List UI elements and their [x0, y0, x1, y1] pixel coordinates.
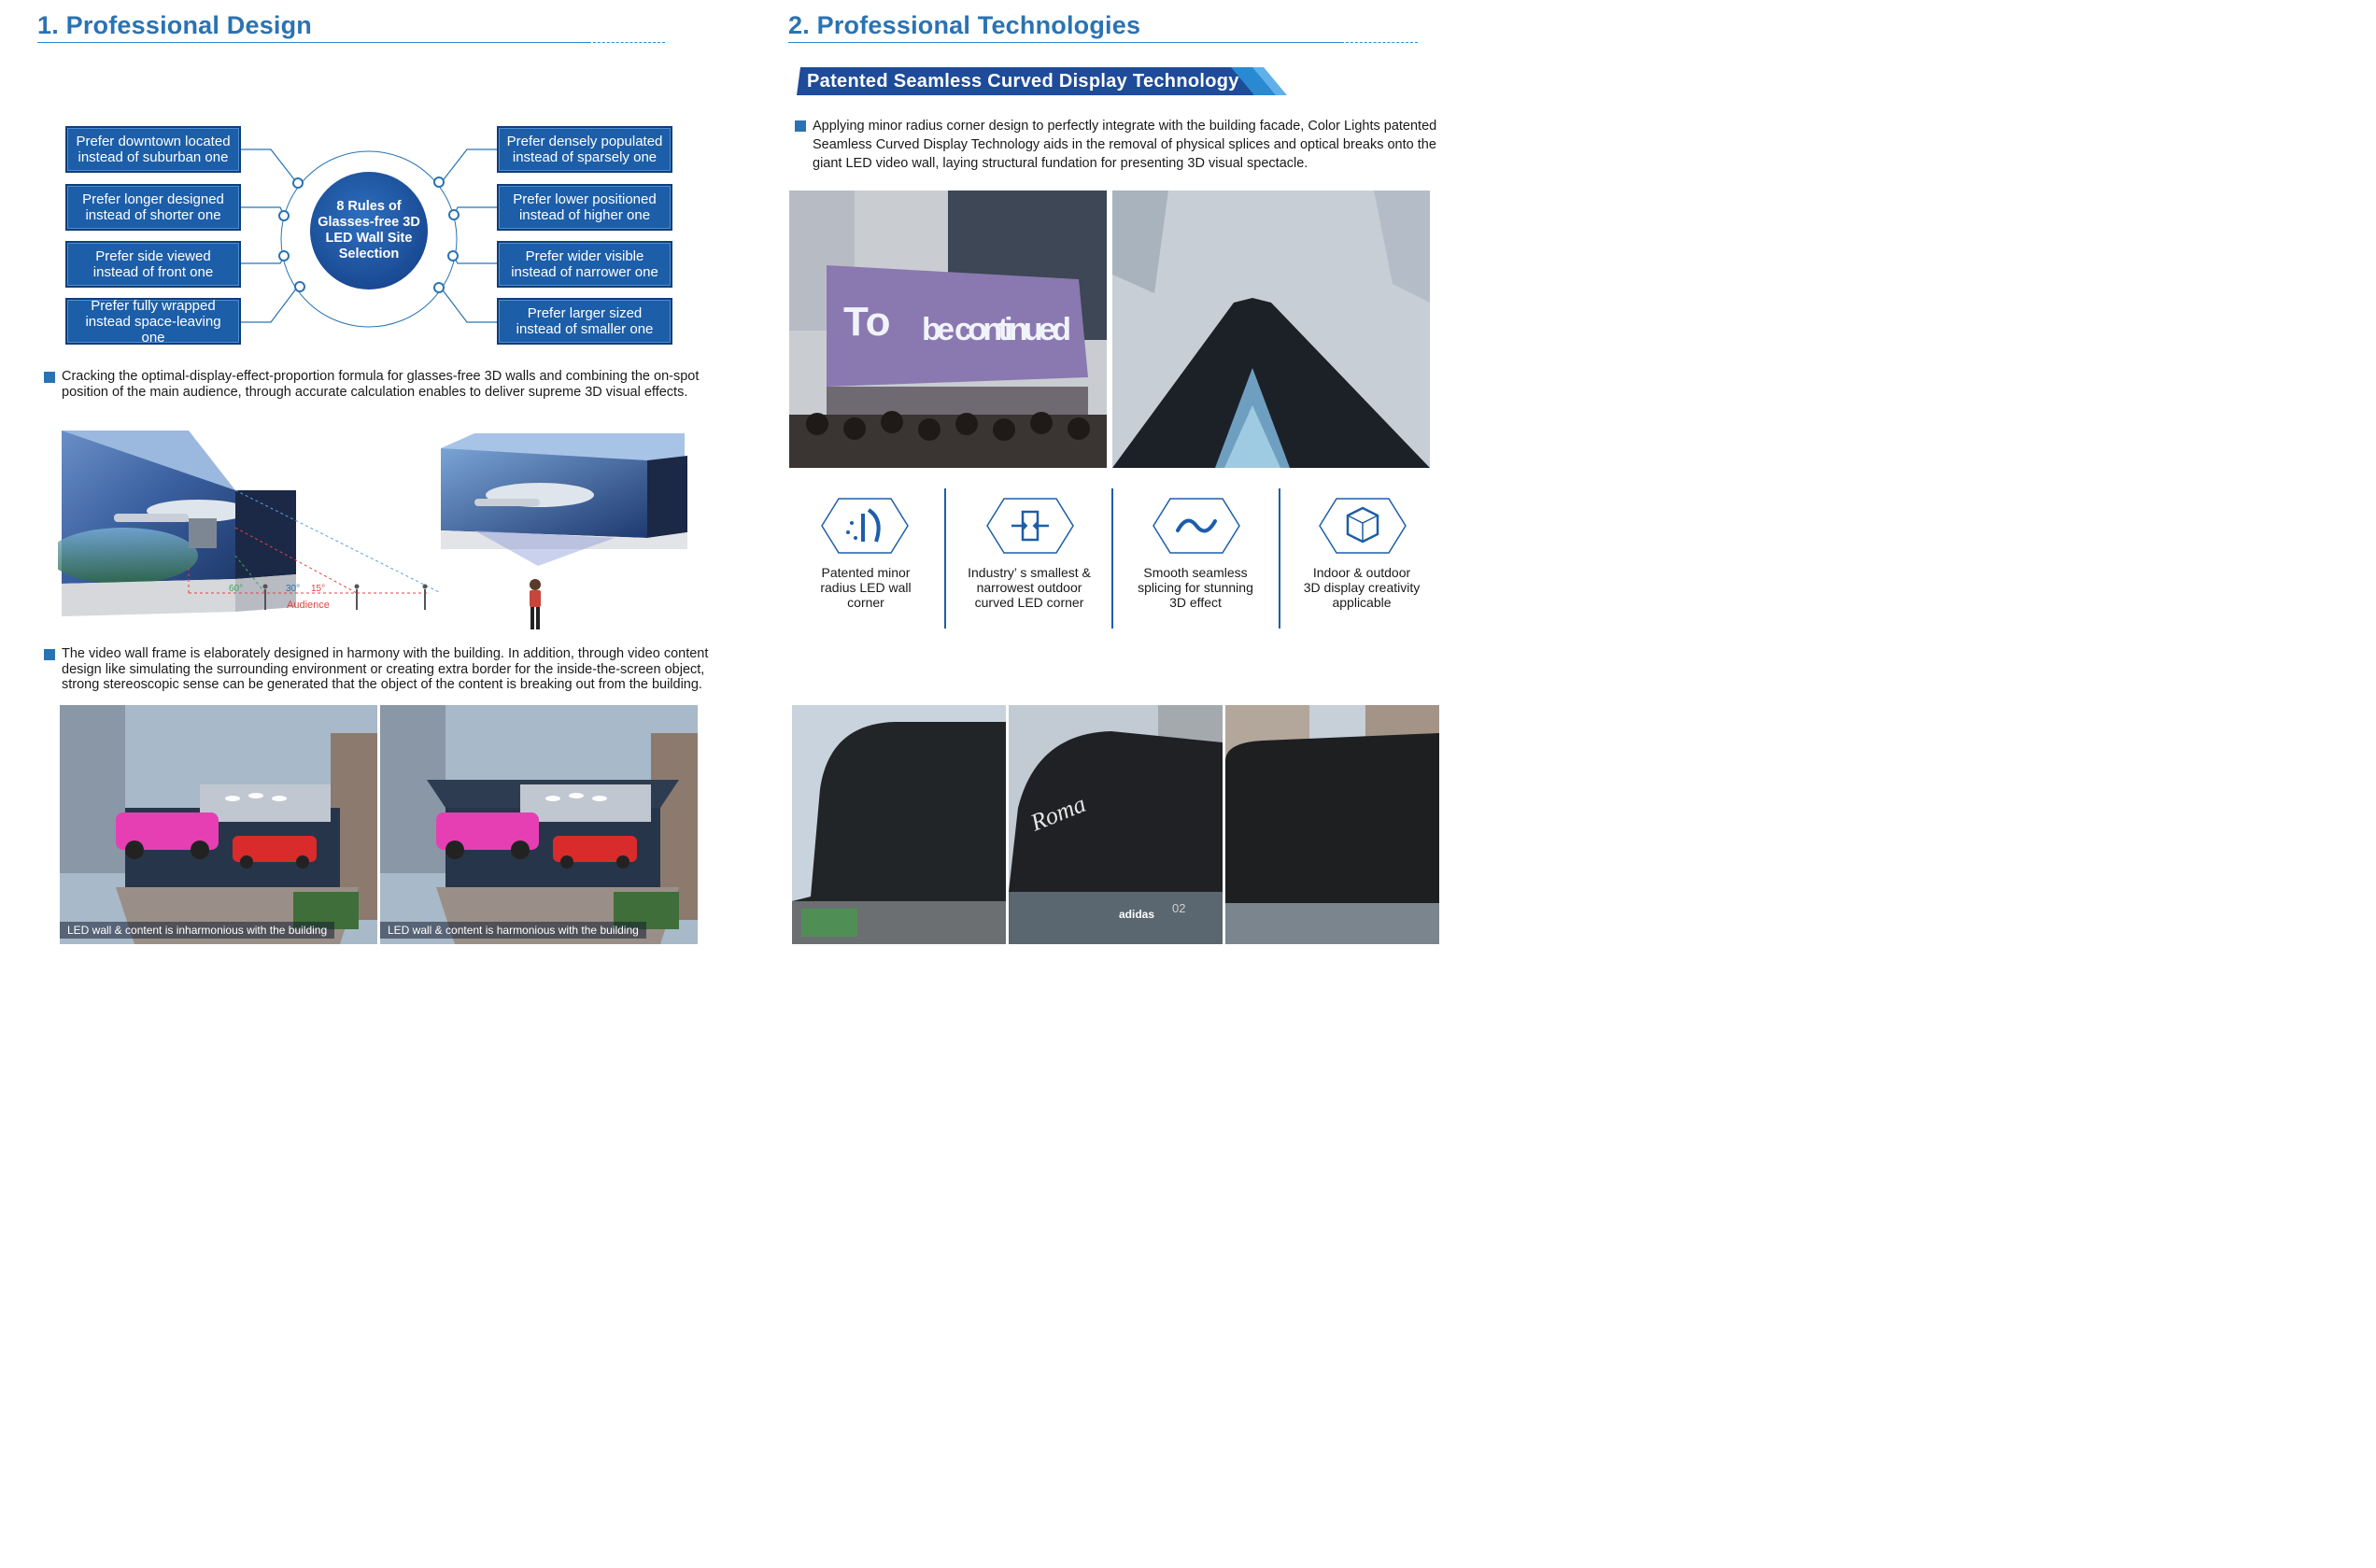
render-harmonious-illustration: [380, 705, 698, 944]
storefront-number: 02: [1172, 901, 1186, 915]
feature-divider: [1111, 488, 1113, 629]
hub-dot: [294, 281, 305, 292]
para-line: The video wall frame is elaborately designed in harmony with the building. In addition, through video content: [62, 646, 709, 661]
hub-dot: [433, 177, 445, 188]
para-line: design like simulating the surrounding environment or creating extra border for the inside-the-screen object,: [62, 661, 705, 677]
render-inharmonious-illustration: [60, 705, 377, 944]
hub-line-4: Selection: [338, 247, 400, 261]
rule-line: Prefer wider visible: [525, 248, 644, 264]
left-title-rule: [37, 42, 588, 43]
feature-line: radius LED wall: [820, 580, 912, 595]
feature-line: Industry’ s smallest &: [968, 565, 1091, 580]
feature-divider: [1279, 488, 1280, 629]
feature-divider: [944, 488, 946, 629]
feature-line: 3D display creativity: [1303, 580, 1421, 595]
storefront-sign-adidas: adidas: [1119, 908, 1155, 921]
paragraph-seamless-tech: [813, 117, 1436, 173]
right-section-title: 2. Professional Technologies: [788, 11, 1141, 39]
rule-line: instead of narrower one: [511, 264, 658, 280]
hub-line-3: LED Wall Site: [325, 231, 413, 246]
hub-circle: [310, 172, 428, 290]
feature-line: Indoor & outdoor: [1312, 565, 1411, 580]
hub-dot: [433, 282, 445, 293]
corner-tower-illustration: [1112, 191, 1430, 468]
photo-curved-building-1: [792, 705, 1006, 944]
caption-inharmonious: LED wall & content is inharmonious with the building: [60, 922, 334, 939]
banner-title: Patented Seamless Curved Display Technology: [807, 71, 1239, 92]
rule-line: Prefer downtown located: [76, 134, 231, 149]
para-line: giant LED video wall, laying structural fundation for presenting 3D visual spectacle.: [813, 156, 1308, 171]
feature-line: curved LED corner: [974, 595, 1084, 610]
right-title-rule-dashed: [1341, 42, 1418, 43]
feature-line: Patented minor: [821, 565, 911, 580]
para-line: position of the main audience, through accurate calculation enables to deliver supreme 3D visual effects.: [62, 384, 688, 400]
paragraph-formula: [62, 369, 699, 400]
feature-patented-corner: [785, 495, 943, 626]
render-photo-inharmonious: [60, 705, 377, 944]
rule-box-larger-sized: [497, 298, 672, 345]
curved-building-2-illustration: [1009, 705, 1223, 944]
rule-line: instead of front one: [92, 264, 214, 280]
rule-box-longer: [65, 184, 241, 231]
para-line: strong stereoscopic sense can be generated that the object of the content is breaking out from the building.: [62, 677, 702, 692]
viewing-angle-diagram: [58, 425, 446, 640]
bullet-square: [44, 372, 55, 383]
rule-line: Prefer lower positioned: [513, 191, 657, 207]
rule-line: instead space-leaving one: [85, 313, 221, 346]
hub-dot: [447, 250, 459, 261]
rule-line: instead of higher one: [518, 207, 651, 223]
angle-60-label: 60°: [229, 584, 244, 594]
render-photo-harmonious: [380, 705, 698, 944]
photo-to-be-continued: [789, 191, 1107, 468]
rule-line: Prefer densely populated: [506, 134, 663, 149]
rule-box-wider-visible: [497, 241, 672, 288]
perspective-diagram: [437, 428, 694, 638]
para-line: Seamless Curved Display Technology aids in the removal of physical splices and optical breaks onto the: [813, 137, 1436, 152]
curved-building-1-illustration: [792, 705, 1006, 944]
hub-dot: [292, 177, 304, 189]
left-section-title: 1. Professional Design: [37, 11, 312, 39]
rule-line: Prefer longer designed: [82, 191, 224, 207]
hub-dot: [278, 250, 290, 261]
screen-text-be-continued: be continued: [922, 312, 1071, 347]
rule-box-lower-positioned: [497, 184, 672, 231]
rule-line: instead of suburban one: [78, 149, 229, 165]
bullet-square: [44, 649, 55, 660]
hub-dot: [448, 209, 460, 220]
feature-smooth-splicing: [1116, 495, 1275, 626]
feature-line: corner: [847, 595, 884, 610]
rule-line: Prefer larger sized: [527, 305, 643, 321]
hub-line-1: 8 Rules of: [336, 199, 402, 214]
paragraph-frame-design: [62, 646, 708, 693]
rule-box-downtown: [65, 126, 241, 173]
feature-line: Smooth seamless: [1143, 565, 1248, 580]
feature-line: 3D effect: [1169, 595, 1222, 610]
storefront-brand-roma: Roma: [1026, 789, 1090, 837]
photo-corner-tower: [1112, 191, 1430, 468]
rule-line: Prefer fully wrapped: [91, 297, 216, 314]
feature-narrowest-corner: [950, 495, 1109, 626]
photo-curved-building-3: [1225, 705, 1439, 944]
rule-box-fully-wrapped: [65, 298, 241, 345]
rule-line: instead of smaller one: [516, 321, 654, 337]
narrow-corner-icon: [985, 497, 1075, 555]
3d-cube-icon: [1318, 497, 1407, 555]
photo-curved-building-2: [1009, 705, 1223, 944]
bullet-square: [795, 120, 806, 132]
right-title-rule: [788, 42, 1341, 43]
caption-harmonious: LED wall & content is harmonious with the building: [380, 922, 646, 939]
audience-label: Audience: [287, 600, 330, 611]
para-line: Applying minor radius corner design to perfectly integrate with the building facade, Color Lights patented: [813, 119, 1437, 134]
angle-15-label: 15°: [311, 584, 326, 594]
rule-line: Prefer side viewed: [95, 248, 211, 264]
feature-line: splicing for stunning: [1138, 580, 1253, 595]
to-be-continued-illustration: [789, 191, 1107, 468]
feature-3d-display: [1282, 495, 1441, 626]
angle-30-label: 30°: [286, 584, 301, 594]
rule-box-densely-populated: [497, 126, 672, 173]
left-title-rule-dashed: [588, 42, 665, 43]
hub-line-2: Glasses-free 3D: [318, 215, 420, 230]
para-line: Cracking the optimal-display-effect-proportion formula for glasses-free 3D walls and combining the on-spot: [62, 369, 700, 384]
rule-line: instead of shorter one: [85, 207, 221, 223]
hub-dot: [278, 210, 290, 221]
rule-line: instead of sparsely one: [512, 149, 658, 165]
feature-line: narrowest outdoor: [976, 580, 1082, 595]
screen-text-to: To: [843, 299, 891, 345]
wave-icon: [1152, 497, 1241, 555]
curved-building-3-illustration: [1225, 705, 1439, 944]
feature-line: applicable: [1332, 595, 1392, 610]
rule-box-side-viewed: [65, 241, 241, 288]
curve-corner-icon: [820, 497, 910, 555]
